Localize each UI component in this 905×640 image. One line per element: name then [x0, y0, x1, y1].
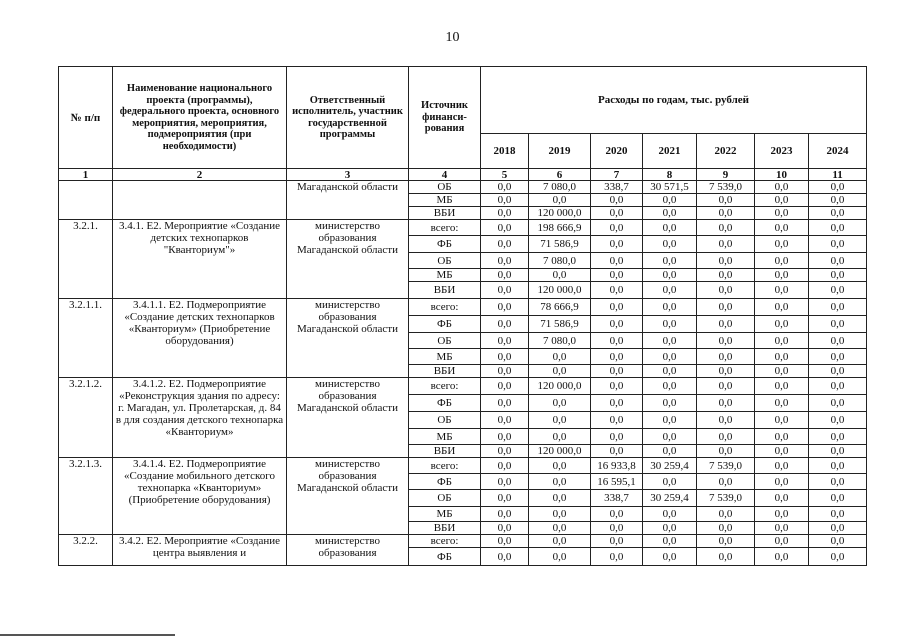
- expense-value: 0,0: [481, 395, 529, 412]
- expense-value: 0,0: [755, 316, 809, 333]
- item-name: 3.4.1.1. Е2. Подмероприятие «Создание детских технопарков «Кванториум» (Приобретение оборудования): [113, 299, 287, 378]
- expense-value: 0,0: [809, 282, 867, 299]
- expense-value: 0,0: [697, 548, 755, 566]
- expense-value: 16 933,8: [591, 458, 643, 474]
- item-responsible: министерство образования Магаданской области: [287, 458, 409, 535]
- expense-value: 0,0: [643, 474, 697, 490]
- expense-value: 0,0: [481, 429, 529, 445]
- expense-value: 0,0: [809, 548, 867, 566]
- item-responsible: министерство образования Магаданской области: [287, 220, 409, 299]
- expense-value: 0,0: [809, 490, 867, 507]
- expense-value: 0,0: [643, 412, 697, 429]
- table-row: [59, 458, 867, 474]
- expense-value: 0,0: [809, 445, 867, 458]
- expense-value: 0,0: [481, 474, 529, 490]
- expense-value: 0,0: [755, 181, 809, 194]
- expense-value: 0,0: [643, 507, 697, 522]
- item-number: 3.2.1.3.: [59, 458, 113, 535]
- funding-source: ФБ: [409, 548, 481, 566]
- expense-value: 0,0: [809, 220, 867, 236]
- bottom-rule: [0, 634, 175, 636]
- expense-value: 0,0: [591, 429, 643, 445]
- expense-value: 0,0: [643, 522, 697, 535]
- expense-value: 120 000,0: [529, 282, 591, 299]
- funding-source: ФБ: [409, 395, 481, 412]
- expense-value: 0,0: [755, 333, 809, 349]
- funding-source: ОБ: [409, 253, 481, 269]
- expense-value: 0,0: [697, 236, 755, 253]
- expenses-table: [58, 66, 867, 566]
- expense-value: 0,0: [755, 395, 809, 412]
- expense-value: 0,0: [755, 299, 809, 316]
- expense-value: 16 595,1: [591, 474, 643, 490]
- expense-value: 0,0: [529, 269, 591, 282]
- expense-value: 0,0: [591, 333, 643, 349]
- expense-value: 0,0: [755, 429, 809, 445]
- expense-value: 120 000,0: [529, 445, 591, 458]
- funding-source: МБ: [409, 507, 481, 522]
- funding-source: ВБИ: [409, 445, 481, 458]
- expense-value: 0,0: [591, 299, 643, 316]
- expense-value: 0,0: [809, 412, 867, 429]
- item-number: 3.2.1.2.: [59, 378, 113, 458]
- funding-source: всего:: [409, 458, 481, 474]
- expense-value: 0,0: [591, 535, 643, 548]
- expense-value: 71 586,9: [529, 236, 591, 253]
- expense-value: 0,0: [591, 269, 643, 282]
- expense-value: 0,0: [591, 316, 643, 333]
- table-row: [59, 181, 867, 194]
- expense-value: 0,0: [697, 378, 755, 395]
- expense-value: 0,0: [481, 194, 529, 207]
- expense-value: 0,0: [809, 333, 867, 349]
- expense-value: 0,0: [529, 349, 591, 365]
- funding-source: всего:: [409, 378, 481, 395]
- expense-value: 0,0: [755, 269, 809, 282]
- expense-value: 0,0: [755, 535, 809, 548]
- expense-value: 0,0: [529, 458, 591, 474]
- expense-value: 0,0: [529, 365, 591, 378]
- expense-value: 0,0: [755, 253, 809, 269]
- expense-value: 0,0: [481, 412, 529, 429]
- expense-value: 0,0: [697, 429, 755, 445]
- expense-value: 0,0: [643, 349, 697, 365]
- header-expenses: Расходы по годам, тыс. рублей: [481, 67, 867, 134]
- expense-value: 0,0: [481, 507, 529, 522]
- column-number: 3: [287, 169, 409, 181]
- expense-value: 0,0: [591, 412, 643, 429]
- funding-source: ОБ: [409, 181, 481, 194]
- column-number: 9: [697, 169, 755, 181]
- expense-value: 0,0: [697, 522, 755, 535]
- expense-value: 0,0: [481, 316, 529, 333]
- expense-value: 0,0: [809, 253, 867, 269]
- table-row: [59, 220, 867, 236]
- expense-value: 0,0: [809, 181, 867, 194]
- item-name: 3.4.1.4. Е2. Подмероприятие «Создание мобильного детского технопарка «Кванториум» (Приобретение оборудования): [113, 458, 287, 535]
- funding-source: всего:: [409, 299, 481, 316]
- expense-value: 0,0: [591, 349, 643, 365]
- funding-source: ОБ: [409, 412, 481, 429]
- expense-value: 71 586,9: [529, 316, 591, 333]
- column-number: 10: [755, 169, 809, 181]
- expense-value: 0,0: [481, 299, 529, 316]
- expense-value: 0,0: [697, 207, 755, 220]
- expense-value: 0,0: [697, 282, 755, 299]
- expense-value: 0,0: [529, 548, 591, 566]
- expense-value: 30 259,4: [643, 458, 697, 474]
- item-name: 3.4.1. Е2. Мероприятие «Создание детских технопарков "Кванториум"»: [113, 220, 287, 299]
- expense-value: 0,0: [809, 522, 867, 535]
- expense-value: 0,0: [809, 474, 867, 490]
- expense-value: 0,0: [697, 474, 755, 490]
- expense-value: 0,0: [755, 412, 809, 429]
- expense-value: 0,0: [529, 429, 591, 445]
- expense-value: 0,0: [591, 395, 643, 412]
- expense-value: 0,0: [529, 395, 591, 412]
- expense-value: 0,0: [643, 299, 697, 316]
- header-responsible: Ответственный исполнитель, участник государственной программы: [287, 67, 409, 169]
- expense-value: 7 080,0: [529, 181, 591, 194]
- expense-value: 198 666,9: [529, 220, 591, 236]
- expense-value: 0,0: [481, 548, 529, 566]
- expense-value: 0,0: [643, 282, 697, 299]
- expense-value: 0,0: [643, 535, 697, 548]
- expense-value: 0,0: [643, 253, 697, 269]
- expense-value: 7 539,0: [697, 490, 755, 507]
- expense-value: 0,0: [755, 445, 809, 458]
- header-year: 2018: [481, 134, 529, 169]
- expense-value: 0,0: [481, 282, 529, 299]
- item-number: 3.2.1.: [59, 220, 113, 299]
- table-row: [59, 299, 867, 316]
- header-name: Наименование национального проекта (программы), федерального проекта, основного мероприятия, мероприятия, подмероприятия (при необходимости): [113, 67, 287, 169]
- expense-value: 7 080,0: [529, 333, 591, 349]
- funding-source: ВБИ: [409, 365, 481, 378]
- expense-value: 0,0: [643, 207, 697, 220]
- expense-value: 30 259,4: [643, 490, 697, 507]
- funding-source: ОБ: [409, 490, 481, 507]
- expense-value: 0,0: [755, 236, 809, 253]
- funding-source: МБ: [409, 194, 481, 207]
- expense-value: 0,0: [809, 299, 867, 316]
- expense-value: 0,0: [755, 507, 809, 522]
- funding-source: МБ: [409, 349, 481, 365]
- expense-value: 0,0: [755, 220, 809, 236]
- header-year: 2022: [697, 134, 755, 169]
- expense-value: 0,0: [591, 220, 643, 236]
- expense-value: 0,0: [481, 490, 529, 507]
- expense-value: 338,7: [591, 181, 643, 194]
- expense-value: 7 539,0: [697, 181, 755, 194]
- expense-value: 0,0: [481, 365, 529, 378]
- column-number: 1: [59, 169, 113, 181]
- expense-value: 0,0: [809, 236, 867, 253]
- expense-value: 0,0: [481, 253, 529, 269]
- column-numbers-row: [59, 169, 867, 181]
- funding-source: всего:: [409, 535, 481, 548]
- expense-value: 0,0: [755, 207, 809, 220]
- expense-value: 0,0: [643, 395, 697, 412]
- column-number: 5: [481, 169, 529, 181]
- expense-value: 0,0: [697, 507, 755, 522]
- item-name: 3.4.1.2. Е2. Подмероприятие «Реконструкция здания по адресу: г. Магадан, ул. Пролетарская, д. 84 в для создания детского технопарка «Кванториум»: [113, 378, 287, 458]
- expense-value: 0,0: [809, 378, 867, 395]
- column-number: 11: [809, 169, 867, 181]
- expense-value: 0,0: [809, 269, 867, 282]
- expense-value: 120 000,0: [529, 207, 591, 220]
- expense-value: 7 539,0: [697, 458, 755, 474]
- expense-value: 0,0: [591, 282, 643, 299]
- header-year: 2023: [755, 134, 809, 169]
- expense-value: 0,0: [643, 194, 697, 207]
- expense-value: 0,0: [591, 194, 643, 207]
- expense-value: 7 080,0: [529, 253, 591, 269]
- expense-value: 0,0: [591, 548, 643, 566]
- expense-value: 120 000,0: [529, 378, 591, 395]
- expense-value: 0,0: [697, 349, 755, 365]
- expense-value: 0,0: [481, 522, 529, 535]
- expense-value: 0,0: [755, 548, 809, 566]
- item-number: 3.2.2.: [59, 535, 113, 566]
- expense-value: 0,0: [697, 365, 755, 378]
- funding-source: ФБ: [409, 236, 481, 253]
- header-source: Источник финанси-рования: [409, 67, 481, 169]
- expense-value: 30 571,5: [643, 181, 697, 194]
- expense-value: 0,0: [529, 490, 591, 507]
- table-body: [59, 169, 867, 566]
- header-year: 2021: [643, 134, 697, 169]
- expense-value: 0,0: [697, 333, 755, 349]
- expense-value: 0,0: [697, 445, 755, 458]
- expense-value: 0,0: [591, 236, 643, 253]
- column-number: 7: [591, 169, 643, 181]
- expense-value: 0,0: [755, 474, 809, 490]
- expense-value: 0,0: [481, 181, 529, 194]
- funding-source: ВБИ: [409, 207, 481, 220]
- expense-value: 0,0: [755, 349, 809, 365]
- funding-source: ФБ: [409, 316, 481, 333]
- expense-value: 0,0: [755, 378, 809, 395]
- expense-value: 0,0: [643, 378, 697, 395]
- item-name: [113, 181, 287, 220]
- funding-source: ВБИ: [409, 282, 481, 299]
- expense-value: 0,0: [529, 412, 591, 429]
- expense-value: 0,0: [809, 429, 867, 445]
- expense-value: 0,0: [697, 194, 755, 207]
- expense-value: 0,0: [591, 207, 643, 220]
- expense-value: 0,0: [529, 194, 591, 207]
- expense-value: 0,0: [481, 269, 529, 282]
- column-number: 8: [643, 169, 697, 181]
- expense-value: 0,0: [755, 194, 809, 207]
- page-number: 10: [445, 30, 460, 45]
- expense-value: 0,0: [809, 349, 867, 365]
- funding-source: всего:: [409, 220, 481, 236]
- expense-value: 0,0: [697, 299, 755, 316]
- item-responsible: министерство образования Магаданской области: [287, 299, 409, 378]
- expense-value: 0,0: [591, 445, 643, 458]
- expense-value: 0,0: [643, 236, 697, 253]
- expense-value: 0,0: [697, 269, 755, 282]
- table-row: [59, 535, 867, 548]
- expense-value: 0,0: [481, 535, 529, 548]
- expense-value: 0,0: [591, 365, 643, 378]
- item-name: 3.4.2. Е2. Мероприятие «Создание центра выявления и: [113, 535, 287, 566]
- expense-value: 0,0: [755, 458, 809, 474]
- expense-value: 0,0: [481, 445, 529, 458]
- item-number: 3.2.1.1.: [59, 299, 113, 378]
- item-responsible: министерство образования Магаданской области: [287, 378, 409, 458]
- table-row: [59, 378, 867, 395]
- expense-value: 0,0: [697, 220, 755, 236]
- item-responsible: Магаданской области: [287, 181, 409, 220]
- column-number: 4: [409, 169, 481, 181]
- expense-value: 0,0: [529, 522, 591, 535]
- header-year: 2019: [529, 134, 591, 169]
- expense-value: 0,0: [809, 458, 867, 474]
- expense-value: 0,0: [643, 316, 697, 333]
- header-number: № п/п: [59, 67, 113, 169]
- funding-source: ВБИ: [409, 522, 481, 535]
- expense-value: 0,0: [809, 395, 867, 412]
- expense-value: 0,0: [697, 316, 755, 333]
- expense-value: 0,0: [529, 474, 591, 490]
- expense-value: 0,0: [809, 316, 867, 333]
- expense-value: 0,0: [809, 365, 867, 378]
- expense-value: 0,0: [481, 349, 529, 365]
- expense-value: 0,0: [481, 236, 529, 253]
- expense-value: 0,0: [591, 507, 643, 522]
- expense-value: 0,0: [591, 378, 643, 395]
- header-year: 2024: [809, 134, 867, 169]
- expense-value: 0,0: [755, 522, 809, 535]
- column-number: 2: [113, 169, 287, 181]
- expense-value: 0,0: [809, 207, 867, 220]
- funding-source: МБ: [409, 269, 481, 282]
- expense-value: 338,7: [591, 490, 643, 507]
- expense-value: 0,0: [809, 507, 867, 522]
- table-header-row: [59, 67, 867, 134]
- column-number: 6: [529, 169, 591, 181]
- header-year: 2020: [591, 134, 643, 169]
- expense-value: 0,0: [481, 458, 529, 474]
- funding-source: ОБ: [409, 333, 481, 349]
- funding-source: ФБ: [409, 474, 481, 490]
- expense-value: 0,0: [755, 365, 809, 378]
- expense-value: 0,0: [697, 412, 755, 429]
- expense-value: 0,0: [643, 333, 697, 349]
- expense-value: 0,0: [643, 269, 697, 282]
- expense-value: 0,0: [643, 548, 697, 566]
- expense-value: 0,0: [643, 220, 697, 236]
- expense-value: 0,0: [697, 253, 755, 269]
- expense-value: 0,0: [529, 507, 591, 522]
- expense-value: 0,0: [591, 253, 643, 269]
- expense-value: 0,0: [481, 333, 529, 349]
- expense-value: 0,0: [697, 395, 755, 412]
- funding-source: МБ: [409, 429, 481, 445]
- expense-value: 0,0: [809, 535, 867, 548]
- expense-value: 0,0: [643, 365, 697, 378]
- expense-value: 0,0: [697, 535, 755, 548]
- item-responsible: министерство образования: [287, 535, 409, 566]
- expense-value: 0,0: [481, 378, 529, 395]
- expense-value: 0,0: [755, 490, 809, 507]
- expense-value: 0,0: [809, 194, 867, 207]
- expense-value: 0,0: [643, 445, 697, 458]
- item-number: [59, 181, 113, 220]
- expense-value: 0,0: [755, 282, 809, 299]
- expense-value: 78 666,9: [529, 299, 591, 316]
- expense-value: 0,0: [591, 522, 643, 535]
- expense-value: 0,0: [481, 207, 529, 220]
- expense-value: 0,0: [481, 220, 529, 236]
- expense-value: 0,0: [643, 429, 697, 445]
- expense-value: 0,0: [529, 535, 591, 548]
